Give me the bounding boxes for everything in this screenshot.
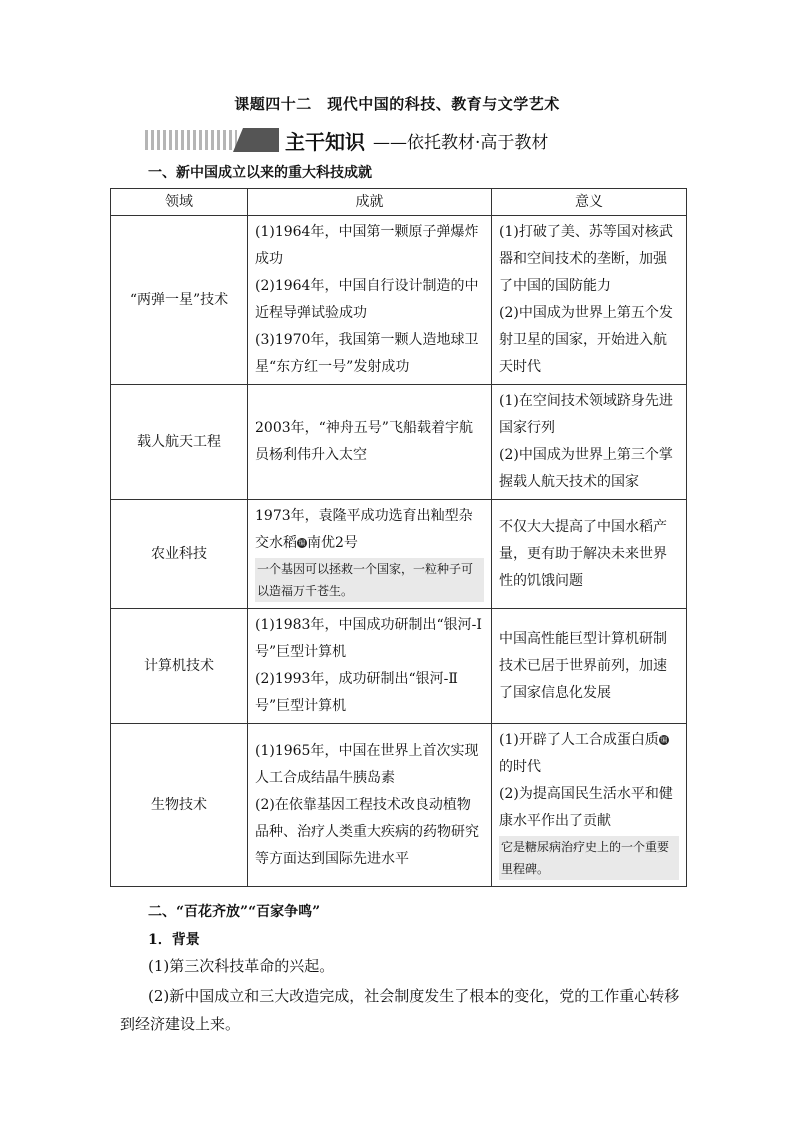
achievement-line: (2)在依靠基因工程技术改良动植物品种、治疗人类重大疾病的药物研究等方面达到国际先进水平 xyxy=(255,796,479,867)
table-row xyxy=(111,724,687,887)
achievement-line: (2)1964年，中国自行设计制造的中近程导弹试验成功 xyxy=(255,278,479,321)
significance-cell xyxy=(492,216,687,385)
section-heading: 一、新中国成立以来的重大科技成就 xyxy=(148,165,372,181)
significance-line: (1)开辟了人工合成蛋白质 编的时代 xyxy=(499,732,668,775)
banner-main-text: 主干知识 xyxy=(285,130,365,154)
section-heading: 二、“百花齐放”“百家争鸣” xyxy=(148,904,321,920)
achievement-line: 1973年，袁隆平成功选育出籼型杂交水稻 编 南优2号 xyxy=(255,508,473,551)
banner-bar-decoration xyxy=(243,128,279,152)
significance-line: (2)为提高国民生活水平和健康水平作出了贡献 xyxy=(499,786,673,829)
section-banner xyxy=(145,126,665,154)
achievement-line: (1)1964年，中国第一颗原子弹爆炸成功 xyxy=(255,224,479,267)
achievement-line: (2)1993年，成功研制出“银河-Ⅱ号”巨型计算机 xyxy=(255,671,458,714)
table-header: 意义 xyxy=(492,189,687,216)
achievement-line: 2003年，“神舟五号”飞船载着宇航员杨利伟升入太空 xyxy=(255,420,473,463)
significance-line: 中国高性能巨型计算机研制技术已居于世界前列，加速了国家信息化发展 xyxy=(499,630,667,701)
significance-line: (2)中国成为世界上第五个发射卫星的国家，开始进入航天时代 xyxy=(499,305,673,375)
subsection-heading: 1．背景 xyxy=(148,932,200,948)
table-header-row xyxy=(111,189,687,216)
table-row xyxy=(111,216,687,385)
banner-sub-text: ——依托教材·高于教材 xyxy=(373,133,549,153)
annotation-mark-icon: 编 xyxy=(298,539,306,547)
significance-line: (1)在空间技术领域跻身先进国家行列 xyxy=(499,393,673,436)
achievement-cell xyxy=(248,724,492,887)
field-cell: “两弹一星”技术 xyxy=(111,216,248,385)
paragraph: (2)新中国成立和三大改造完成，社会制度发生了根本的变化，党的工作重心转移到经济建设上来。 xyxy=(120,987,680,1033)
achievement-cell xyxy=(248,500,492,609)
table-row xyxy=(111,385,687,500)
significance-cell xyxy=(492,500,687,609)
achievement-cell xyxy=(248,609,492,724)
achievement-cell xyxy=(248,385,492,500)
annotation-mark-icon: 编 xyxy=(660,736,668,744)
significance-line: (2)中国成为世界上第三个掌握载人航天技术的国家 xyxy=(499,447,673,490)
significance-cell xyxy=(492,724,687,887)
table-header: 领域 xyxy=(111,189,248,216)
achievement-line: (1)1983年，中国成功研制出“银河-Ⅰ号”巨型计算机 xyxy=(255,617,482,660)
handwritten-note: 一个基因可以拯救一个国家，一粒种子可以造福万千苍生。 xyxy=(255,558,484,602)
achievements-table xyxy=(110,188,687,887)
handwritten-note: 它是糖尿病治疗史上的一个重要里程碑。 xyxy=(499,836,679,880)
table-header: 成就 xyxy=(248,189,492,216)
paragraph: (1)第三次科技革命的兴起。 xyxy=(148,957,335,975)
table-row xyxy=(111,500,687,609)
page-title: 课题四十二 现代中国的科技、教育与文学艺术 xyxy=(234,95,560,113)
table-row xyxy=(111,609,687,724)
achievement-cell xyxy=(248,216,492,385)
banner-stripes-decoration xyxy=(145,130,237,150)
field-cell: 生物技术 xyxy=(111,724,248,887)
field-cell: 农业科技 xyxy=(111,500,248,609)
significance-cell xyxy=(492,609,687,724)
banner-slant-decoration xyxy=(233,128,243,152)
achievement-line: (3)1970年，我国第一颗人造地球卫星“东方红一号”发射成功 xyxy=(255,332,479,375)
field-cell: 载人航天工程 xyxy=(111,385,248,500)
significance-line: 不仅大大提高了中国水稻产量，更有助于解决未来世界性的饥饿问题 xyxy=(499,518,667,589)
significance-line: (1)打破了美、苏等国对核武器和空间技术的垄断，加强了中国的国防能力 xyxy=(499,224,673,294)
achievement-line: (1)1965年，中国在世界上首次实现人工合成结晶牛胰岛素 xyxy=(255,742,479,786)
field-cell: 计算机技术 xyxy=(111,609,248,724)
significance-cell xyxy=(492,385,687,500)
